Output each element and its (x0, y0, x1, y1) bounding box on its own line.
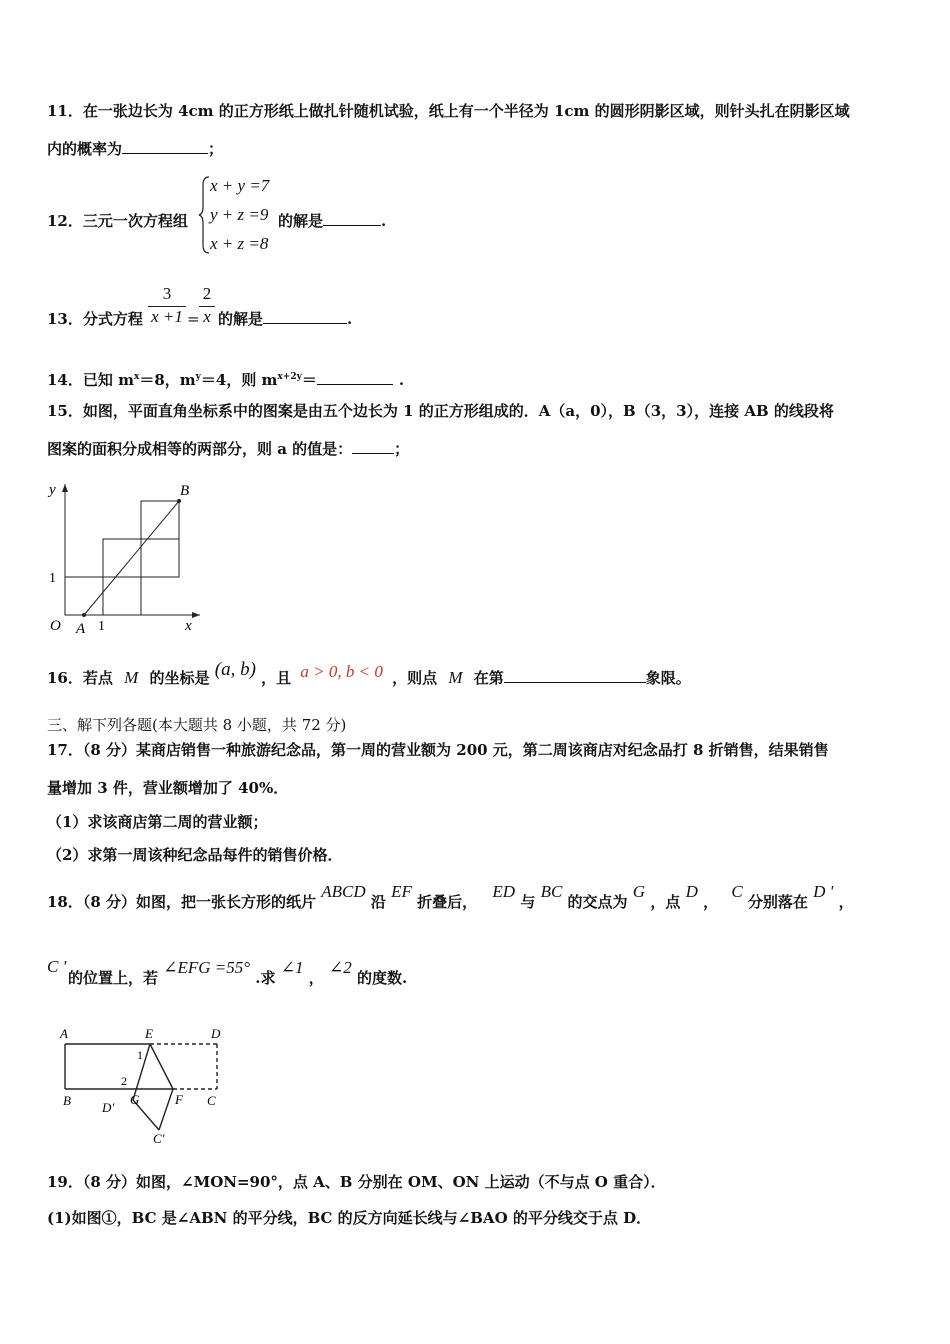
edge-cprime-f (159, 1089, 173, 1130)
answer-blank[interactable] (504, 668, 646, 683)
answer-blank[interactable] (352, 439, 394, 454)
q18-p9: ， (838, 893, 854, 911)
point-a (82, 613, 86, 617)
q18-p4: 与 (520, 893, 536, 911)
label-g: G (130, 1092, 140, 1107)
q18-p7: ， (703, 893, 719, 911)
section-title: 三、解下列各题(本大题共 8 小题，共 72 分) (47, 716, 347, 734)
numerator: 2 (202, 284, 212, 303)
numerator: 3 (162, 284, 172, 303)
q18-p12: ， (308, 969, 324, 987)
q12-eq2: y + z =9 (210, 205, 269, 224)
q11-line2-prefix: 内的概率为 (47, 140, 123, 158)
q18-p5: 的交点为 (567, 893, 628, 911)
label-a: A (60, 1026, 68, 1041)
q17-sub2: （2）求第一周该种纪念品每件的销售价格． (47, 846, 343, 864)
q16-prefix: 16．若点 (47, 669, 113, 687)
q16-line (47, 659, 691, 688)
q18-p3: 折叠后， (417, 893, 478, 911)
q16-m2: M (448, 668, 463, 687)
q13-fraction-2 (199, 284, 215, 327)
label-dprime: D' (102, 1100, 115, 1115)
q18-abcd: ABCD (321, 882, 366, 901)
sup-y: y (195, 372, 201, 382)
o-label: O (50, 618, 61, 634)
q13-answer-line (218, 309, 352, 329)
q18-line2 (68, 958, 408, 988)
q13-equals: = (187, 310, 200, 328)
q15-line2-prefix: 图案的面积分成相等的两部分，则 a 的值是： (47, 440, 353, 458)
q18-cprime: C ' (47, 957, 67, 976)
label-c: C (207, 1093, 216, 1108)
square (141, 539, 179, 577)
q12-suffix: 的解是 (278, 212, 324, 230)
q19-line2: (1)如图①，BC 是∠ABN 的平分线，BC 的反方向延长线与∠BAO 的平分线交于点 D． (47, 1209, 652, 1227)
x-arrow-icon (192, 612, 200, 618)
q13-suffix: 的解是 (218, 310, 264, 328)
segment-ab (84, 501, 179, 615)
q17-line1: 17．（8 分）某商店销售一种旅游纪念品，第一周的营业额为 200 元，第二周该商店对纪念品打 8 折销售，结果销售 (47, 741, 829, 759)
answer-blank[interactable] (317, 370, 393, 385)
q18-p13: 的度数. (356, 969, 408, 987)
square (103, 539, 141, 577)
q11-line2-suffix: ； (208, 140, 224, 158)
x-label: x (185, 618, 192, 634)
q16-coord: (a, b) (214, 659, 256, 680)
b-label: B (180, 483, 190, 499)
q18-p2: 沿 (370, 893, 386, 911)
q14-mid1: ＝8，m (139, 371, 196, 389)
q15-figure (40, 478, 210, 638)
answer-blank[interactable] (263, 309, 347, 324)
q12-end: . (381, 212, 387, 230)
label-angle-2: 2 (121, 1074, 127, 1088)
label-d: D (211, 1026, 221, 1041)
q18-line1 (47, 882, 854, 912)
label-cprime: C' (153, 1131, 165, 1146)
answer-blank[interactable] (122, 139, 208, 154)
q13-prefix: 13．分式方程 (47, 310, 143, 328)
q16-m1: M (124, 668, 139, 687)
q14-mid3: ＝ (301, 371, 317, 389)
q13-end: . (347, 310, 353, 328)
q18-angle2: ∠2 (329, 958, 352, 977)
sup-x: x (133, 372, 140, 382)
a-label: A (76, 621, 86, 637)
q18-p6: ，点 (650, 893, 681, 911)
square (103, 577, 141, 615)
label-f: F (175, 1092, 183, 1107)
q16-condition: a > 0, b < 0 (300, 662, 383, 681)
q18-angle: ∠EFG =55° (163, 958, 251, 977)
denominator: x +1 (148, 306, 186, 327)
label-b: B (63, 1093, 71, 1108)
label-e: E (145, 1026, 153, 1041)
q18-g: G (632, 882, 646, 901)
q18-bc: BC (540, 882, 563, 901)
q18-dprime: D ' (813, 882, 834, 901)
point-b (177, 499, 181, 503)
square (141, 501, 179, 539)
q13-fraction-1 (148, 284, 186, 327)
q12-eq3: x + z =8 (210, 234, 269, 253)
q18-ef: EF (391, 882, 412, 901)
q11-line1: 11．在一张边长为 4cm 的正方形纸上做扎针随机试验，纸上有一个半径为 1cm 的圆形阴影区域，则针头扎在阴影区域 (47, 102, 850, 120)
q17-line2: 量增加 3 件，营业额增加了 40%． (47, 779, 289, 797)
q18-p10: 的位置上，若 (68, 969, 159, 987)
y-label: y (49, 482, 56, 498)
denominator: x (199, 306, 215, 327)
q11-line2 (47, 139, 223, 159)
q16-mid1: 的坐标是 (149, 669, 210, 687)
q14-line (47, 367, 404, 390)
q12-eq1: x + y =7 (210, 176, 270, 195)
q19-line1: 19．（8 分）如图，∠MON=90°，点 A、B 分别在 OM、ON 上运动（不与点 O 重合）． (47, 1173, 666, 1191)
q18-c: C (731, 882, 743, 901)
q18-angle1: ∠1 (280, 958, 304, 977)
q14-end: . (398, 371, 405, 389)
q18-p8: 分别落在 (747, 893, 808, 911)
q18-p1: 18．（8 分）如图，把一张长方形的纸片 (47, 893, 317, 911)
y-arrow-icon (62, 484, 68, 492)
q15-line2-suffix: ； (394, 440, 410, 458)
q14-mid2: ＝4，则 m (200, 371, 278, 389)
fold-ef (150, 1044, 173, 1089)
q16-suffix: 象限。 (645, 669, 691, 687)
q18-figure (55, 1022, 235, 1147)
square (65, 577, 103, 615)
q18-ed: ED (492, 882, 516, 901)
q17-sub1: （1）求该商店第二周的营业额； (47, 813, 268, 831)
q12-prefix: 12．三元一次方程组 (47, 212, 188, 230)
answer-blank[interactable] (323, 211, 381, 226)
q14-prefix: 14．已知 m (47, 371, 134, 389)
q16-mid2: ，且 (261, 669, 292, 687)
sup-expr: x+2y (277, 372, 302, 382)
q16-mid4: 在第 (473, 669, 504, 687)
q15-line2 (47, 439, 409, 459)
squares (65, 501, 179, 615)
label-angle-1: 1 (137, 1048, 143, 1062)
q18-d: D (685, 882, 698, 901)
q18-p11: .求 (255, 969, 276, 987)
tick-x-label: 1 (98, 619, 105, 634)
tick-y-label: 1 (49, 571, 56, 586)
q16-mid3: ，则点 (392, 669, 438, 687)
q15-line1: 15．如图，平面直角坐标系中的图案是由五个边长为 1 的正方形组成的．A（a，0），B（3，3），连接 AB 的线段将 (47, 402, 834, 420)
q12-answer-line (278, 211, 386, 231)
